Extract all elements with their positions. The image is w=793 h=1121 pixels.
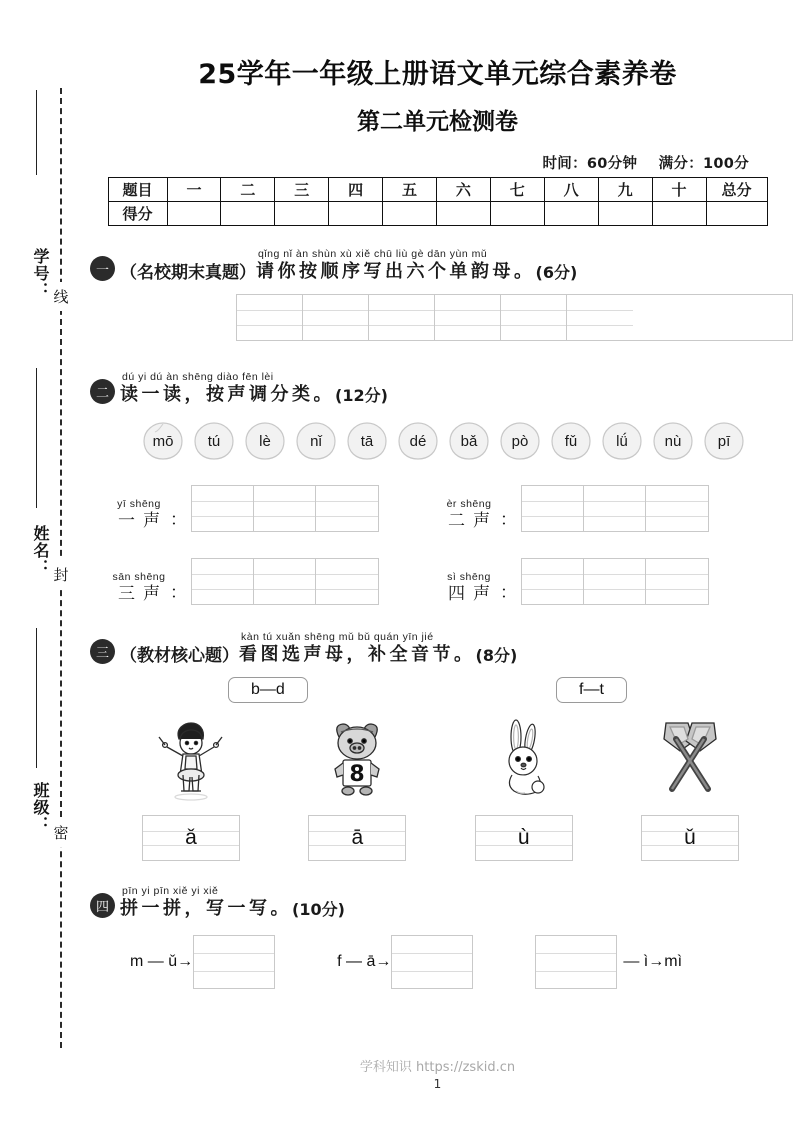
q1-cell-6[interactable] bbox=[567, 295, 633, 340]
question-3-points: (8分) bbox=[475, 646, 518, 665]
tone-answer-grid-second bbox=[521, 485, 709, 532]
syllable-peach[interactable] bbox=[547, 419, 595, 463]
question-3-picture-row bbox=[132, 717, 749, 861]
syllable-text: fǔ bbox=[564, 432, 578, 450]
question-2-ruby bbox=[120, 371, 335, 405]
score-table-col-2: 二 bbox=[221, 178, 275, 202]
score-table-col-4: 四 bbox=[329, 178, 383, 202]
question-3-ruby bbox=[239, 631, 476, 665]
question-4-points: (10分) bbox=[292, 900, 345, 919]
tone-colon-second: ： bbox=[500, 510, 517, 530]
syllable-text: pī bbox=[717, 432, 731, 450]
seal-char-feng: 封 bbox=[50, 560, 72, 589]
syllable-peach[interactable] bbox=[292, 419, 340, 463]
student-id-label: 学号： bbox=[31, 248, 50, 299]
tone2-cell-2[interactable] bbox=[584, 486, 646, 531]
picture-item bbox=[132, 717, 250, 861]
q4-prefix-1: m — ǔ→ bbox=[130, 953, 194, 970]
q1-cell-4[interactable] bbox=[435, 295, 501, 340]
question-4-badge: 四 bbox=[90, 893, 115, 918]
score-input-5[interactable] bbox=[383, 202, 437, 226]
tone-answer-grid-fourth bbox=[521, 558, 709, 605]
question-1-badge: 一 bbox=[90, 256, 115, 281]
tone-group-first bbox=[110, 485, 430, 532]
tone-group-second bbox=[440, 485, 760, 532]
q4-cell-2[interactable] bbox=[392, 936, 472, 988]
tone-group-third bbox=[110, 558, 430, 605]
score-table-col-3: 三 bbox=[275, 178, 329, 202]
sealing-line-strip bbox=[0, 0, 82, 1121]
score-table-row-label-question: 题目 bbox=[108, 178, 167, 202]
syllable-text: nù bbox=[664, 432, 682, 450]
page-number: 1 bbox=[433, 1077, 442, 1091]
tone-pinyin-third: sān shēng bbox=[112, 571, 166, 583]
page-title: 25学年一年级上册语文单元综合素养卷 bbox=[198, 59, 677, 90]
syllable-peach[interactable] bbox=[241, 419, 289, 463]
q4-answer-grid-1 bbox=[193, 935, 275, 989]
class-label: 班级： bbox=[31, 782, 50, 833]
score-input-10[interactable] bbox=[652, 202, 706, 226]
option-box-ft[interactable]: f—t bbox=[556, 677, 627, 703]
question-1 bbox=[82, 248, 793, 341]
tone-text-third: 三声 bbox=[118, 584, 168, 604]
q4-answer-grid-3 bbox=[535, 935, 617, 989]
q1-cell-1[interactable] bbox=[237, 295, 303, 340]
syllable-text: mō bbox=[152, 432, 174, 450]
question-1-points: (6分) bbox=[535, 263, 578, 282]
question-1-answer-grid bbox=[236, 294, 793, 341]
tone-text-second: 二声 bbox=[448, 511, 498, 531]
syllable-text: bǎ bbox=[460, 432, 478, 450]
question-2-header bbox=[88, 371, 793, 405]
tone-group-fourth bbox=[440, 558, 760, 605]
class-write-line bbox=[36, 628, 37, 768]
student-id-write-line bbox=[36, 90, 37, 175]
syllable-peach[interactable] bbox=[445, 419, 493, 463]
answer-grid-2 bbox=[308, 815, 406, 861]
tone-label-second bbox=[440, 498, 498, 532]
question-3-pinyin: kàn tú xuǎn shēng mǔ bǔ quán yīn jié bbox=[241, 631, 434, 643]
score-table-col-8: 八 bbox=[544, 178, 598, 202]
score-input-1[interactable] bbox=[167, 202, 221, 226]
score-table bbox=[108, 177, 768, 226]
question-4-pinyin: pīn yi pīn xiě yi xiě bbox=[122, 885, 219, 897]
syllable-peach-row bbox=[88, 419, 793, 463]
score-table-col-7: 七 bbox=[490, 178, 544, 202]
tone-answer-grid-first bbox=[191, 485, 379, 532]
question-3-tag: （教材核心题） bbox=[120, 646, 239, 666]
q1-cell-5[interactable] bbox=[501, 295, 567, 340]
student-name-write-line bbox=[36, 368, 37, 508]
question-1-header bbox=[88, 248, 793, 282]
tone3-cell-1[interactable] bbox=[192, 559, 254, 604]
score-table-col-1: 一 bbox=[167, 178, 221, 202]
answer-grid-4 bbox=[641, 815, 739, 861]
question-3-badge: 三 bbox=[90, 639, 115, 664]
answer-grid-3 bbox=[475, 815, 573, 861]
q4-cell-1[interactable] bbox=[194, 936, 274, 988]
exam-sheet bbox=[82, 0, 793, 1121]
question-2-points: (12分) bbox=[335, 386, 388, 405]
q3-answer-cell-3[interactable]: ù bbox=[476, 816, 572, 860]
question-1-pinyin: qǐng nǐ àn shùn xù xiě chū liù gè dān yùn mǔ bbox=[258, 248, 488, 260]
question-4-items bbox=[110, 935, 793, 989]
tone1-cell-3[interactable] bbox=[316, 486, 378, 531]
crossed-axes-icon bbox=[631, 717, 749, 809]
exam-total-label: 满分：100分 bbox=[658, 156, 749, 172]
syllable-peach[interactable] bbox=[190, 419, 238, 463]
tone4-cell-2[interactable] bbox=[584, 559, 646, 604]
syllable-text: lǘ bbox=[616, 432, 628, 450]
q1-cell-3[interactable] bbox=[369, 295, 435, 340]
tone2-cell-3[interactable] bbox=[646, 486, 708, 531]
syllable-peach[interactable] bbox=[394, 419, 442, 463]
score-input-3[interactable] bbox=[275, 202, 329, 226]
question-3-header bbox=[88, 631, 793, 665]
picture-item bbox=[465, 717, 583, 861]
page-footer bbox=[82, 1056, 793, 1091]
tone-label-third bbox=[110, 571, 168, 605]
score-table-col-5: 五 bbox=[383, 178, 437, 202]
tone1-cell-1[interactable] bbox=[192, 486, 254, 531]
question-1-text: 请你按顺序写出六个单韵母。 bbox=[256, 261, 536, 282]
score-input-8[interactable] bbox=[544, 202, 598, 226]
syllable-peach[interactable] bbox=[598, 419, 646, 463]
pig-number-eight-icon bbox=[298, 717, 416, 809]
score-input-6[interactable] bbox=[436, 202, 490, 226]
score-table-col-6: 六 bbox=[436, 178, 490, 202]
question-2 bbox=[82, 371, 793, 605]
exam-meta bbox=[82, 152, 749, 173]
table-row bbox=[108, 178, 767, 202]
syllable-text: nǐ bbox=[310, 432, 322, 450]
tone-classification-grid bbox=[110, 485, 760, 605]
tone4-cell-1[interactable] bbox=[522, 559, 584, 604]
q3-answer-cell-4[interactable]: ǔ bbox=[642, 816, 738, 860]
score-input-4[interactable] bbox=[329, 202, 383, 226]
picture-item bbox=[298, 717, 416, 861]
score-table-row-label-score: 得分 bbox=[108, 202, 167, 226]
answer-grid-1 bbox=[142, 815, 240, 861]
tone-pinyin-first: yī shēng bbox=[117, 498, 161, 510]
score-table-col-total: 总分 bbox=[706, 178, 767, 202]
tone-colon-first: ： bbox=[170, 510, 187, 530]
q3-answer-cell-1[interactable]: ǎ bbox=[143, 816, 239, 860]
seal-char-mi: 密 bbox=[50, 818, 72, 847]
tone1-cell-2[interactable] bbox=[254, 486, 316, 531]
q4-item-1 bbox=[130, 935, 275, 989]
score-table-col-9: 九 bbox=[598, 178, 652, 202]
tone3-cell-3[interactable] bbox=[316, 559, 378, 604]
question-3-text: 看图选声母，补全音节。 bbox=[239, 644, 476, 665]
question-4-ruby bbox=[120, 885, 292, 919]
syllable-text: lè bbox=[259, 432, 271, 450]
question-1-ruby bbox=[256, 248, 536, 282]
tone3-cell-2[interactable] bbox=[254, 559, 316, 604]
syllable-peach[interactable] bbox=[700, 419, 748, 463]
page-subtitle: 第二单元检测卷 bbox=[357, 109, 518, 135]
rabbit-icon bbox=[465, 717, 583, 809]
tone-text-first: 一声 bbox=[118, 511, 168, 531]
question-3-option-row bbox=[88, 677, 793, 707]
tone-label-first bbox=[110, 498, 168, 532]
student-name-label: 姓名： bbox=[31, 525, 50, 576]
score-input-2[interactable] bbox=[221, 202, 275, 226]
score-input-total[interactable] bbox=[706, 202, 767, 226]
score-input-7[interactable] bbox=[490, 202, 544, 226]
tone-answer-grid-third bbox=[191, 558, 379, 605]
seal-char-xian: 线 bbox=[50, 282, 72, 311]
girl-drumming-icon bbox=[132, 717, 250, 809]
q4-prefix-2: f — ā→ bbox=[337, 953, 392, 970]
question-2-pinyin: dú yi dú àn shēng diào fēn lèi bbox=[122, 371, 274, 383]
q4-answer-grid-2 bbox=[391, 935, 473, 989]
q4-cell-3[interactable] bbox=[536, 936, 616, 988]
tone-pinyin-second: èr shēng bbox=[446, 498, 492, 510]
tone-colon-third: ： bbox=[170, 583, 187, 603]
svg-text:8: 8 bbox=[349, 762, 365, 787]
syllable-peach[interactable] bbox=[343, 419, 391, 463]
tone-colon-fourth: ： bbox=[500, 583, 517, 603]
q3-answer-cell-2[interactable]: ā bbox=[309, 816, 405, 860]
syllable-text: tā bbox=[360, 432, 374, 450]
footer-source: 学科知识 https://zskid.cn bbox=[359, 1060, 516, 1075]
score-table-col-10: 十 bbox=[652, 178, 706, 202]
question-2-text: 读一读，按声调分类。 bbox=[120, 384, 335, 405]
question-1-tag: （名校期末真题） bbox=[120, 263, 256, 283]
table-row bbox=[108, 202, 767, 226]
tone-text-fourth: 四声 bbox=[448, 584, 498, 604]
q4-item-3 bbox=[535, 935, 682, 989]
score-input-9[interactable] bbox=[598, 202, 652, 226]
exam-time-label: 时间：60分钟 bbox=[542, 156, 638, 172]
question-4-header bbox=[88, 885, 793, 919]
q4-suffix-3: — ì→mì bbox=[623, 953, 683, 970]
question-4 bbox=[82, 885, 793, 989]
tone4-cell-3[interactable] bbox=[646, 559, 708, 604]
picture-item bbox=[631, 717, 749, 861]
syllable-text: tú bbox=[207, 432, 221, 450]
question-4-text: 拼一拼，写一写。 bbox=[120, 898, 292, 919]
question-2-badge: 二 bbox=[90, 379, 115, 404]
syllable-peach[interactable] bbox=[649, 419, 697, 463]
syllable-text: dé bbox=[409, 432, 427, 450]
q4-item-2 bbox=[337, 935, 473, 989]
q1-cell-2[interactable] bbox=[303, 295, 369, 340]
syllable-peach[interactable] bbox=[139, 419, 187, 463]
question-3 bbox=[82, 631, 793, 861]
syllable-peach[interactable] bbox=[496, 419, 544, 463]
syllable-text: pò bbox=[511, 432, 529, 450]
option-box-bd[interactable]: b—d bbox=[228, 677, 308, 703]
tone2-cell-1[interactable] bbox=[522, 486, 584, 531]
tone-pinyin-fourth: sì shēng bbox=[447, 571, 491, 583]
tone-label-fourth bbox=[440, 571, 498, 605]
